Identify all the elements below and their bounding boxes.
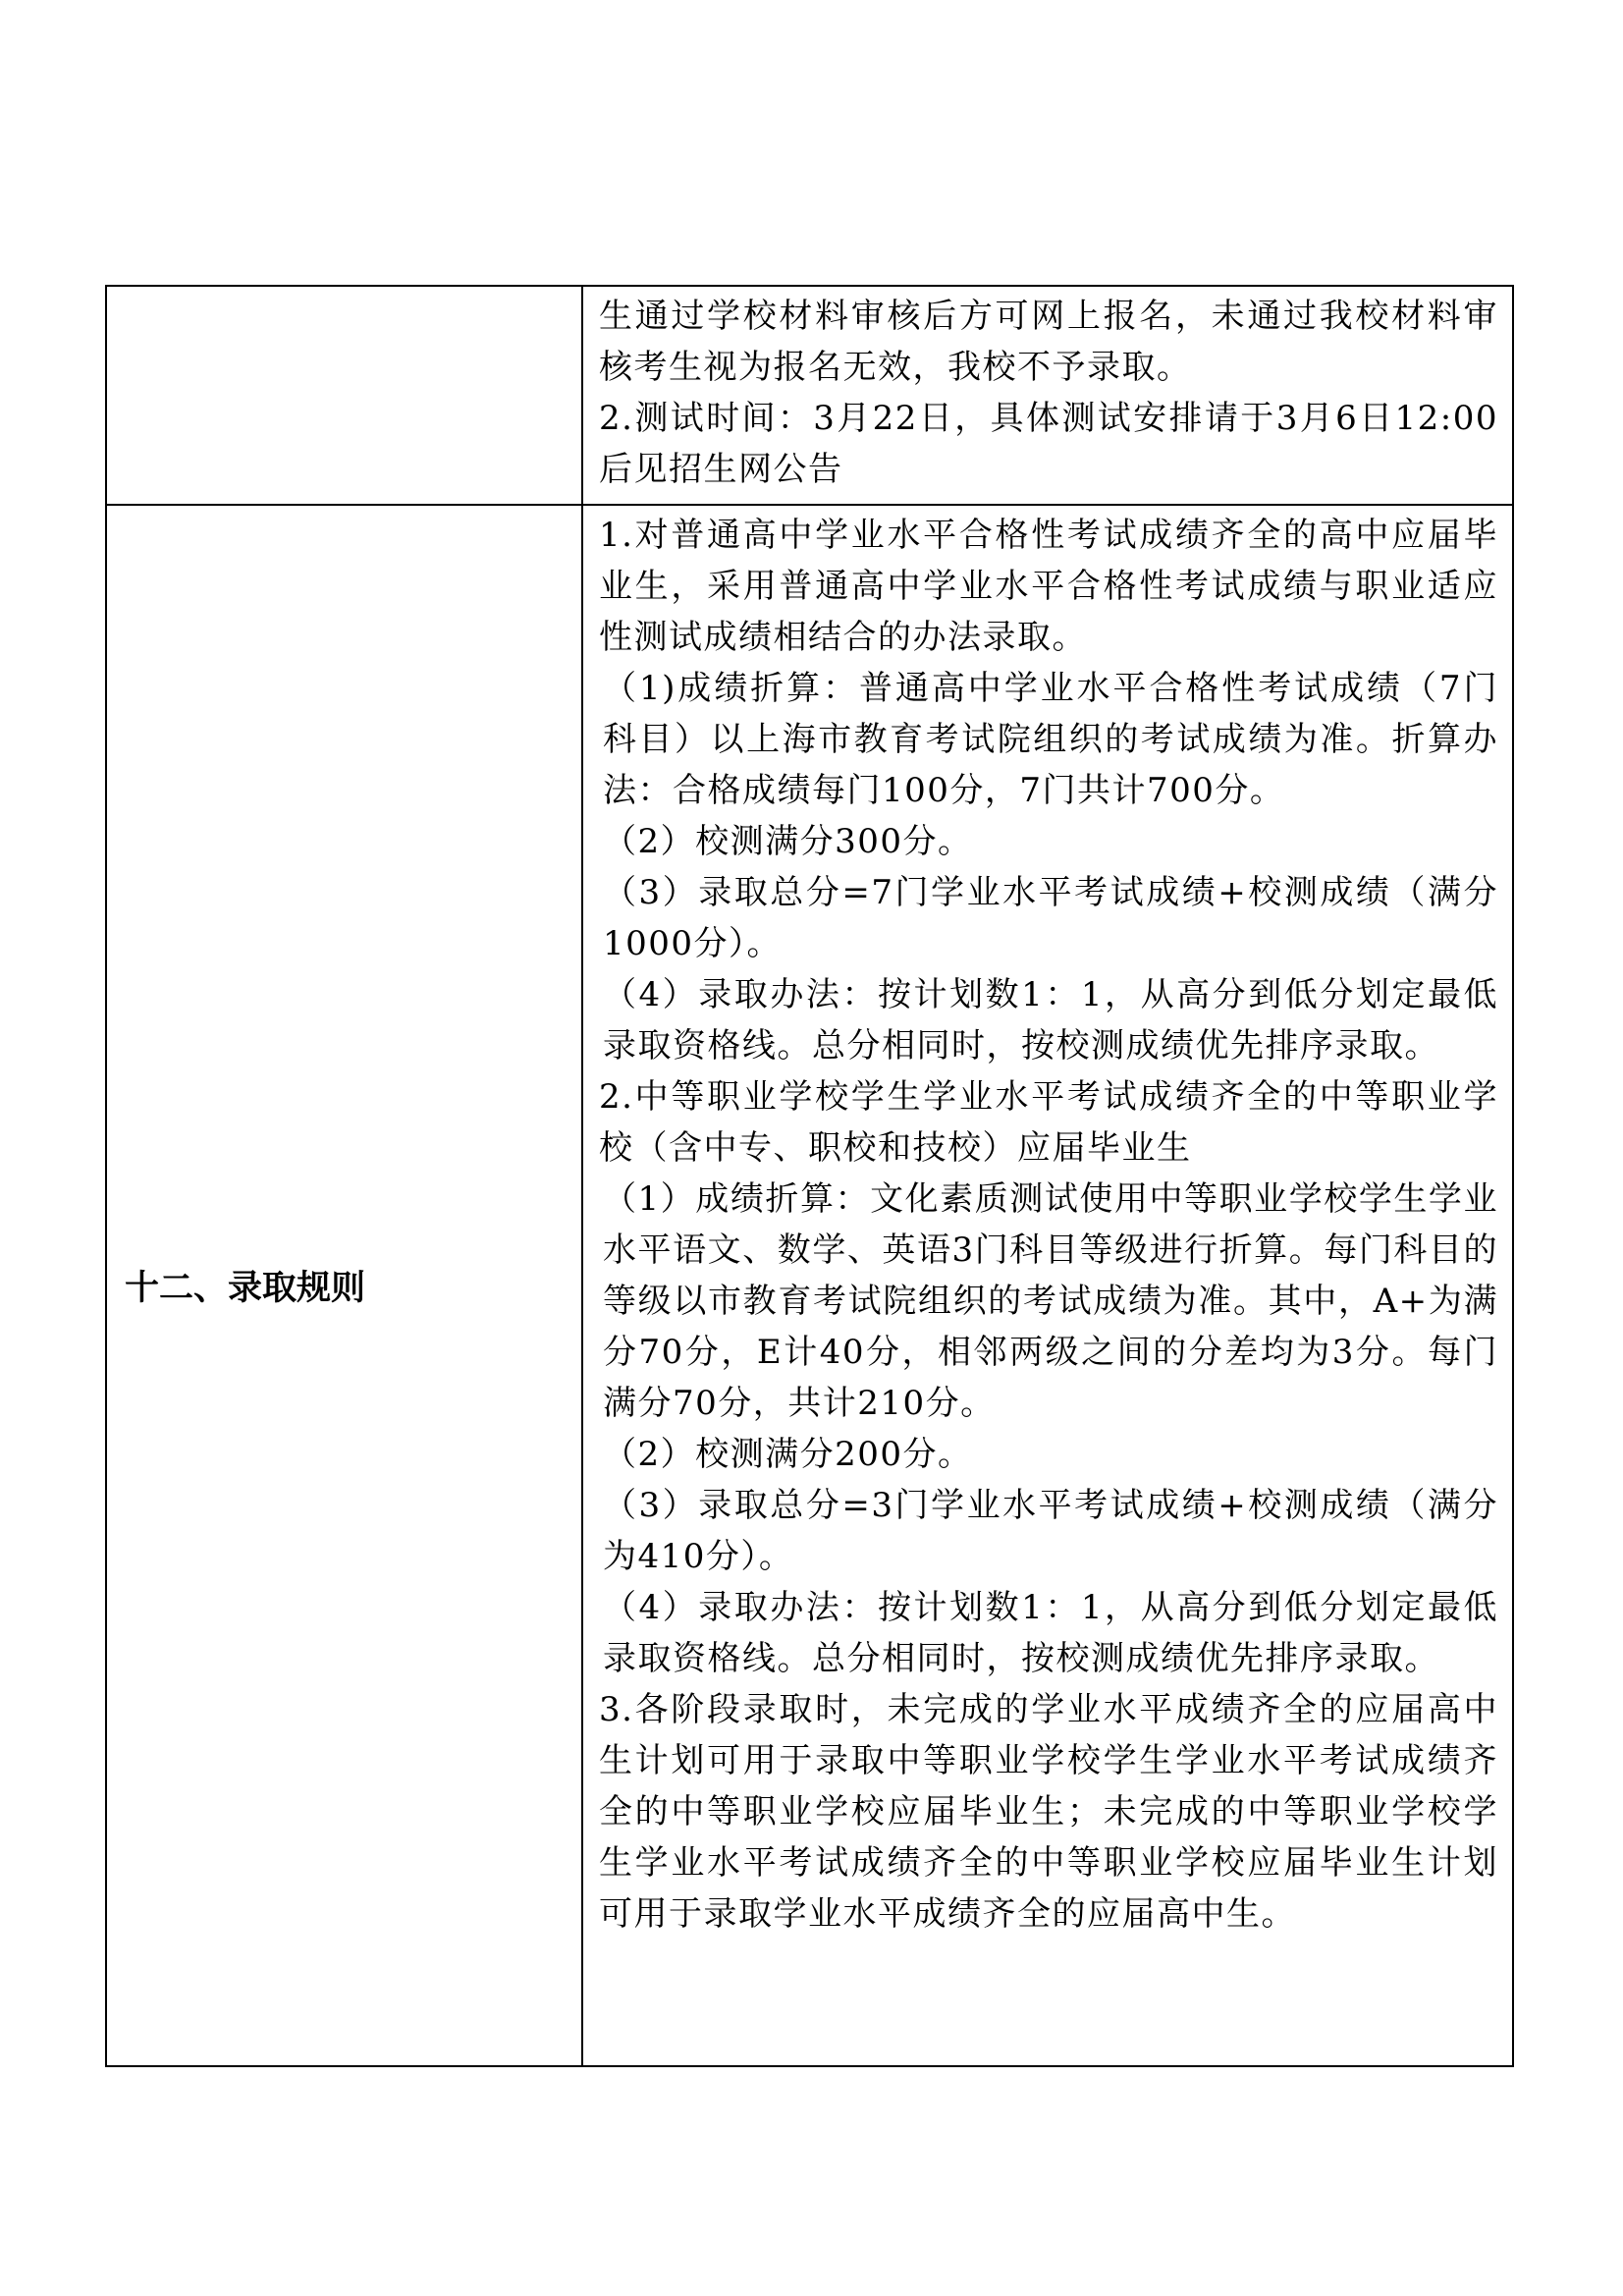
row-label-cell: 十二、录取规则 — [106, 505, 582, 2066]
paragraph: （3）录取总分=3门学业水平考试成绩+校测成绩（满分为410分）。 — [603, 1486, 1498, 1576]
admission-rules-table — [105, 285, 1514, 2067]
row-label-cell — [106, 286, 582, 505]
table-row — [106, 505, 1513, 2066]
paragraph: （1)成绩折算：普通高中学业水平合格性考试成绩（7门科目）以上海市教育考试院组织的考试成绩为准。折算办法：合格成绩每门100分，7门共计700分。 — [603, 669, 1498, 810]
paragraph: 1.对普通高中学业水平合格性考试成绩齐全的高中应届毕业生，采用普通高中学业水平合格性考试成绩与职业适应性测试成绩相结合的办法录取。 — [599, 516, 1498, 657]
row-content-cell — [582, 505, 1513, 2066]
paragraph: 2.中等职业学校学生学业水平考试成绩齐全的中等职业学校（含中专、职校和技校）应届毕业生 — [599, 1077, 1498, 1168]
paragraph: （3）录取总分=7门学业水平考试成绩+校测成绩（满分1000分）。 — [603, 873, 1498, 963]
paragraph: （2）校测满分300分。 — [603, 822, 973, 861]
paragraph: 生通过学校材料审核后方可网上报名，未通过我校材料审核考生视为报名无效，我校不予录取。 — [599, 297, 1498, 387]
paragraph: 3.各阶段录取时，未完成的学业水平成绩齐全的应届高中生计划可用于录取中等职业学校学生学业水平考试成绩齐全的中等职业学校应届毕业生；未完成的中等职业学校学生学业水平考试成绩齐全的中等职业学校应届毕业生计划可用于录取学业水平成绩齐全的应届高中生。 — [599, 1690, 1498, 1934]
paragraph: （4）录取办法：按计划数1：1，从高分到低分划定最低录取资格线。总分相同时，按校测成绩优先排序录取。 — [603, 1588, 1498, 1678]
paragraph: 2.测试时间：3月22日，具体测试安排请于3月6日12:00后见招生网公告 — [599, 399, 1498, 489]
table-row — [106, 286, 1513, 505]
paragraph: （2）校测满分200分。 — [603, 1435, 973, 1474]
row-content-cell — [582, 286, 1513, 505]
paragraph: （1）成绩折算：文化素质测试使用中等职业学校学生学业水平语文、数学、英语3门科目等级进行折算。每门科目的等级以市教育考试院组织的考试成绩为准。其中，A+为满分70分，E计40分，相邻两级之间的分差均为3分。每门满分70分，共计210分。 — [603, 1179, 1498, 1423]
paragraph: （4）录取办法：按计划数1：1，从高分到低分划定最低录取资格线。总分相同时，按校测成绩优先排序录取。 — [603, 975, 1498, 1066]
